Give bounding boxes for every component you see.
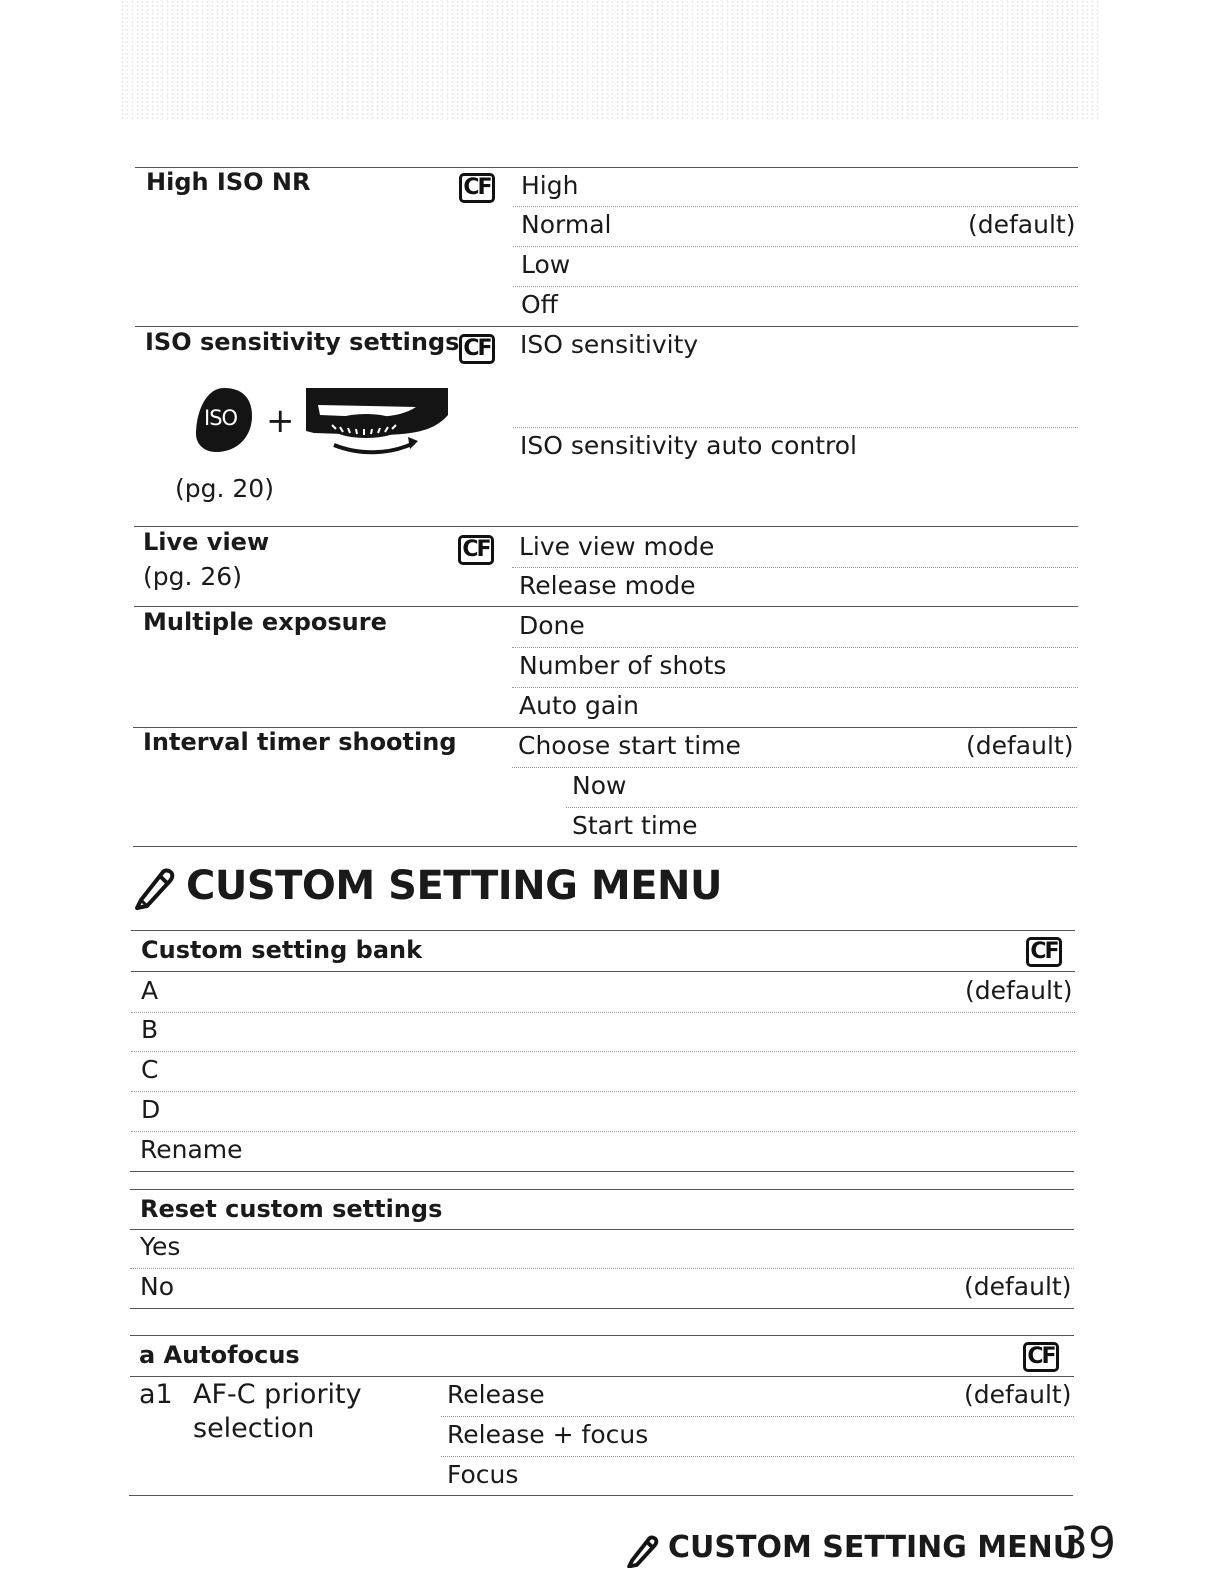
rule	[131, 971, 1075, 972]
rule	[130, 1189, 1074, 1190]
bank-option-rename: Rename	[140, 1135, 243, 1164]
rule	[135, 326, 1078, 327]
rule	[131, 1012, 1075, 1013]
command-dial-icon	[304, 385, 450, 463]
cf-icon: CF	[459, 334, 495, 364]
cf-icon: CF	[1023, 1342, 1059, 1372]
option-high: High	[521, 171, 579, 200]
cf-icon: CF	[1026, 937, 1062, 967]
rule	[130, 1376, 1074, 1377]
default-note: (default)	[964, 1380, 1072, 1409]
item-code: a1	[139, 1379, 173, 1410]
rule	[512, 767, 1077, 768]
option-low: Low	[521, 250, 571, 279]
option-release-mode: Release mode	[519, 571, 696, 600]
footer-pencil-icon	[626, 1534, 660, 1568]
rule	[441, 1416, 1074, 1417]
option-done: Done	[519, 611, 585, 640]
option-number-of-shots: Number of shots	[519, 651, 727, 680]
rule	[513, 286, 1078, 287]
option-auto-gain: Auto gain	[519, 691, 639, 720]
iso-button-icon	[194, 386, 254, 454]
iso-settings-label: ISO sensitivity settings	[145, 328, 460, 356]
live-view-label: Live view	[143, 528, 270, 556]
rule	[131, 1091, 1075, 1092]
page-number: 39	[1060, 1518, 1116, 1569]
option-iso-auto-control: ISO sensitivity auto control	[520, 431, 857, 460]
reset-option-no: No	[140, 1272, 174, 1301]
option-choose-start-time: Choose start time	[518, 731, 741, 760]
rule	[130, 1335, 1074, 1336]
rule	[131, 1131, 1075, 1132]
reset-option-yes: Yes	[140, 1232, 181, 1261]
rule	[129, 1495, 1073, 1496]
section-heading: CUSTOM SETTING MENU	[186, 863, 722, 909]
default-note: (default)	[966, 731, 1074, 760]
default-note: (default)	[964, 1272, 1072, 1301]
rule	[512, 567, 1078, 568]
option-iso-sensitivity: ISO sensitivity	[520, 330, 699, 359]
rule	[513, 427, 1078, 428]
cf-icon: CF	[458, 535, 494, 565]
autofocus-label: a Autofocus	[139, 1341, 300, 1369]
rule	[134, 606, 1078, 607]
af-option-release: Release	[447, 1380, 545, 1409]
af-option-focus: Focus	[447, 1460, 519, 1489]
footer-title: CUSTOM SETTING MENU	[668, 1530, 1078, 1565]
live-view-page-ref: (pg. 26)	[143, 562, 242, 591]
high-iso-nr-label: High ISO NR	[146, 168, 311, 196]
cf-icon: CF	[459, 173, 495, 203]
rule	[130, 1268, 1074, 1269]
plus-sign: +	[266, 401, 295, 441]
rule	[130, 1171, 1074, 1172]
suboption-now: Now	[572, 771, 627, 800]
iso-page-ref: (pg. 20)	[175, 474, 274, 503]
scan-noise	[120, 0, 1100, 120]
item-name-line1: AF-C priority	[193, 1379, 362, 1410]
iso-button-text: ISO	[204, 406, 238, 430]
rule	[566, 807, 1077, 808]
item-name-line2: selection	[193, 1413, 315, 1444]
rule	[133, 846, 1077, 847]
reset-custom-settings-label: Reset custom settings	[140, 1195, 443, 1223]
rule	[130, 1229, 1074, 1230]
interval-timer-label: Interval timer shooting	[143, 728, 457, 756]
pencil-icon	[133, 866, 177, 910]
option-normal: Normal	[521, 210, 612, 239]
af-option-release-focus: Release + focus	[447, 1420, 649, 1449]
default-note: (default)	[965, 976, 1073, 1005]
bank-option-b: B	[141, 1015, 159, 1044]
rule	[441, 1456, 1074, 1457]
rule	[512, 687, 1078, 688]
rule	[131, 1051, 1075, 1052]
option-live-view-mode: Live view mode	[519, 532, 715, 561]
rule	[131, 930, 1075, 931]
suboption-start-time: Start time	[572, 811, 698, 840]
default-note: (default)	[968, 210, 1076, 239]
rule	[513, 246, 1078, 247]
custom-setting-bank-label: Custom setting bank	[141, 936, 423, 964]
multiple-exposure-label: Multiple exposure	[143, 608, 387, 636]
rule	[134, 526, 1078, 527]
rule	[512, 647, 1078, 648]
rule	[513, 206, 1078, 207]
rule	[130, 1308, 1074, 1309]
option-off: Off	[521, 290, 558, 319]
bank-option-c: C	[141, 1055, 159, 1084]
bank-option-a: A	[141, 976, 159, 1005]
bank-option-d: D	[141, 1095, 161, 1124]
